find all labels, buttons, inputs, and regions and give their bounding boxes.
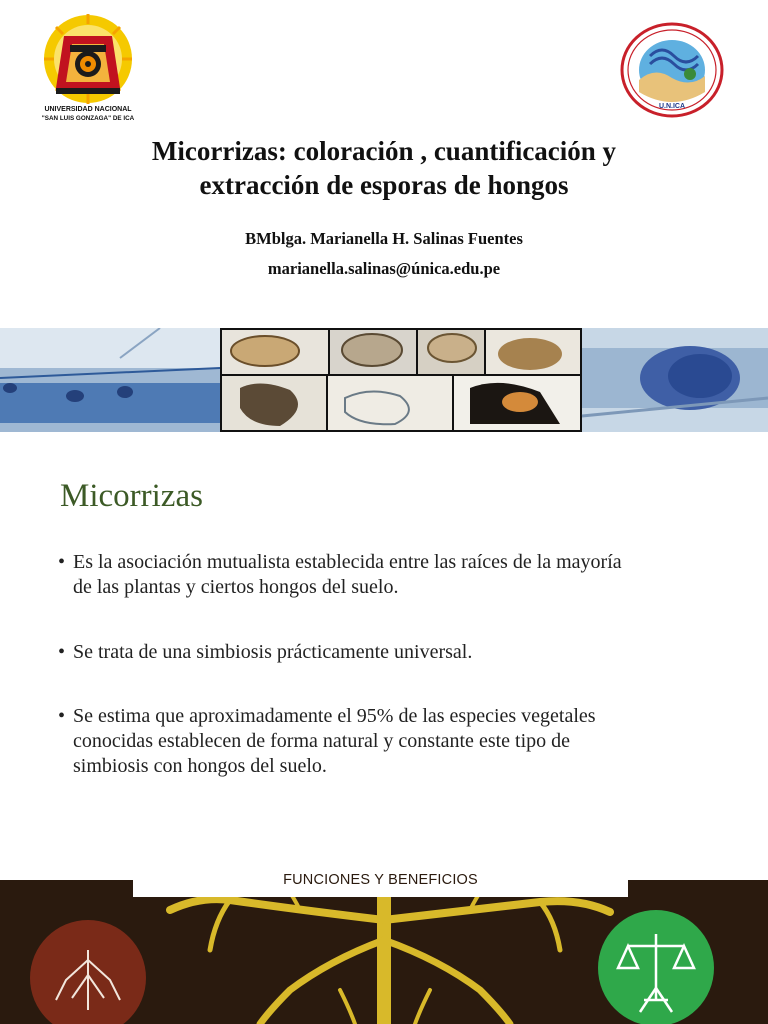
bullet-line: Se estima que aproximadamente el 95% de las especies vegetales (73, 705, 596, 727)
bullet-line: conocidas establecen de forma natural y constante este tipo de (73, 730, 571, 752)
slide-title (40, 134, 728, 202)
author-email: marianella.salinas@única.edu.pe (267, 259, 501, 278)
logo-caption-line2: "SAN LUIS GONZAGA" DE ICA (41, 115, 135, 122)
microscopy-images-strip (0, 328, 768, 432)
bullet-dot: • (58, 551, 66, 573)
logo-caption-line1: UNIVERSIDAD NACIONAL (44, 106, 132, 113)
bullet-dot: • (58, 641, 66, 663)
faculty-seal-bottom-text: U.N.ICA (658, 103, 686, 110)
bullet-dot: • (58, 705, 66, 727)
section-heading: Micorrizas (60, 478, 203, 514)
faculty-seal-icon (620, 22, 724, 118)
benefits-label: FUNCIONES Y BENEFICIOS (283, 872, 478, 888)
bullet-line: de las plantas y ciertos hongos del suelo. (73, 576, 399, 598)
root-illustration (0, 880, 768, 1024)
bullet-line: simbiosis con hongos del suelo. (73, 755, 327, 777)
bullet-line: Es la asociación mutualista establecida entre las raíces de la mayoría (73, 551, 622, 573)
bullet-item (58, 550, 718, 600)
bullet-line: Se trata de una simbiosis prácticamente universal. (73, 641, 473, 663)
bullet-item (58, 704, 718, 779)
bullet-item (58, 640, 718, 665)
title-line-1: Micorrizas: coloración , cuantificación y (151, 136, 617, 166)
author-name: BMblga. Marianella H. Salinas Fuentes (245, 229, 523, 248)
university-seal-icon (38, 14, 138, 126)
benefits-panel (0, 880, 768, 1024)
title-line-2: extracción de esporas de hongos (199, 170, 569, 200)
